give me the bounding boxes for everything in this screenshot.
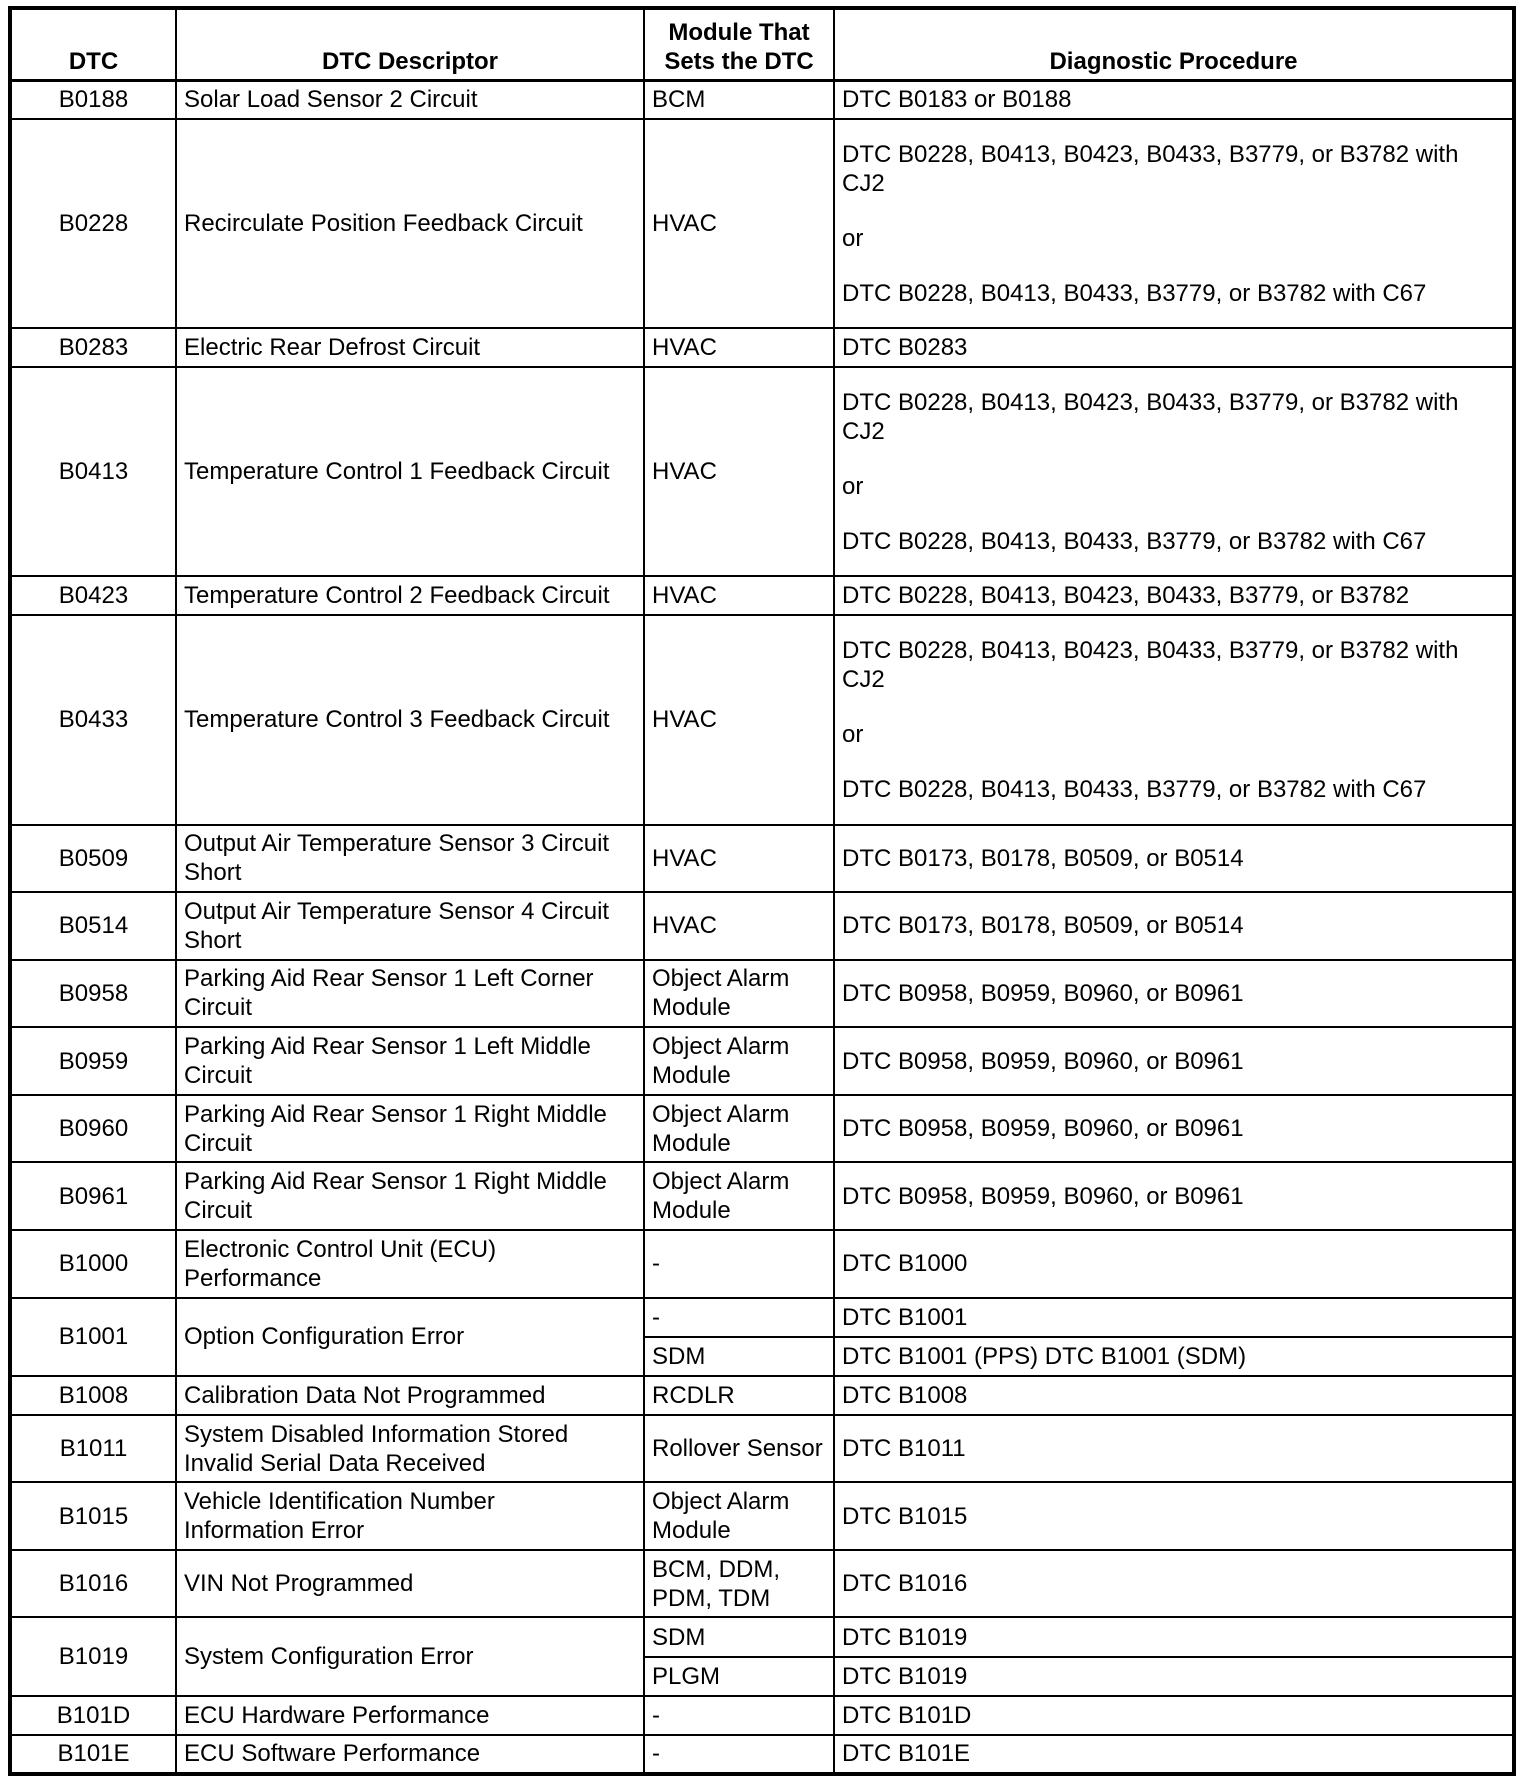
procedure-line: DTC B0228, B0413, B0423, B0433, B3779, or B3782 bbox=[842, 582, 1410, 610]
header-dtc: DTC bbox=[10, 8, 176, 80]
descriptor-line: Temperature Control 2 Feedback Circuit bbox=[184, 582, 610, 610]
module-line: Module bbox=[652, 1062, 731, 1090]
module-cell bbox=[644, 1337, 834, 1376]
procedure-line: DTC B0958, B0959, B0960, or B0961 bbox=[842, 979, 1244, 1007]
dtc-code-cell: B0433 bbox=[10, 615, 176, 824]
table-row bbox=[10, 80, 1514, 119]
table-row bbox=[10, 1376, 1514, 1415]
module-line: PDM, TDM bbox=[652, 1584, 771, 1612]
descriptor-cell bbox=[176, 1095, 644, 1163]
module-cell bbox=[644, 1617, 834, 1656]
dtc-code-cell: B0514 bbox=[10, 892, 176, 960]
module-cell bbox=[644, 1162, 834, 1230]
module-cell bbox=[644, 1550, 834, 1618]
module-line: RCDLR bbox=[652, 1381, 735, 1409]
module-cell bbox=[644, 1696, 834, 1735]
procedure-cell bbox=[834, 1376, 1514, 1415]
procedure-line bbox=[842, 749, 1505, 775]
table-row bbox=[10, 892, 1514, 960]
module-cell bbox=[644, 328, 834, 367]
descriptor-cell bbox=[176, 1376, 644, 1415]
table-row bbox=[10, 367, 1514, 576]
procedure-line: DTC B101E bbox=[842, 1740, 971, 1768]
procedure-line: or bbox=[842, 472, 864, 500]
descriptor-line: Short bbox=[184, 926, 242, 954]
header-row bbox=[10, 8, 1514, 80]
module-line: HVAC bbox=[652, 582, 717, 610]
table-row bbox=[10, 1550, 1514, 1618]
procedure-line: or bbox=[842, 224, 864, 252]
module-line: Object Alarm bbox=[652, 1168, 790, 1196]
procedure-cell bbox=[834, 892, 1514, 960]
dtc-code-cell: B101D bbox=[10, 1696, 176, 1735]
procedure-line: DTC B0228, B0413, B0433, B3779, or B3782 with C67 bbox=[842, 279, 1427, 307]
module-cell bbox=[644, 1657, 834, 1696]
procedure-cell bbox=[834, 1337, 1514, 1376]
procedure-cell bbox=[834, 1482, 1514, 1550]
module-line: Object Alarm bbox=[652, 965, 790, 993]
dtc-code-cell: B0423 bbox=[10, 576, 176, 615]
descriptor-line: Parking Aid Rear Sensor 1 Right Middle bbox=[184, 1100, 607, 1128]
table-row bbox=[10, 1482, 1514, 1550]
descriptor-line: Performance bbox=[184, 1264, 322, 1292]
procedure-line: DTC B0228, B0413, B0433, B3779, or B3782 with C67 bbox=[842, 527, 1427, 555]
dtc-code-cell: B1008 bbox=[10, 1376, 176, 1415]
descriptor-line: Circuit bbox=[184, 994, 253, 1022]
module-cell bbox=[644, 1735, 834, 1774]
dtc-code-cell: B0958 bbox=[10, 960, 176, 1028]
table-row bbox=[10, 615, 1514, 824]
table-row bbox=[10, 1095, 1514, 1163]
dtc-table-container bbox=[8, 6, 1512, 1776]
table-row bbox=[10, 1162, 1514, 1230]
procedure-line: DTC B1000 bbox=[842, 1250, 968, 1278]
procedure-line: CJ2 bbox=[842, 665, 885, 693]
procedure-line: DTC B1019 bbox=[842, 1623, 968, 1651]
descriptor-line: Information Error bbox=[184, 1517, 365, 1545]
descriptor-cell bbox=[176, 825, 644, 893]
descriptor-cell bbox=[176, 1696, 644, 1735]
procedure-line: DTC B0228, B0413, B0423, B0433, B3779, or B3782 with bbox=[842, 140, 1459, 168]
module-line: HVAC bbox=[652, 210, 717, 238]
descriptor-line: Invalid Serial Data Received bbox=[184, 1449, 486, 1477]
procedure-line: DTC B0173, B0178, B0509, or B0514 bbox=[842, 912, 1244, 940]
descriptor-cell bbox=[176, 892, 644, 960]
procedure-line bbox=[842, 253, 1505, 279]
procedure-line: DTC B0228, B0413, B0433, B3779, or B3782 with C67 bbox=[842, 775, 1427, 803]
dtc-code-cell: B0188 bbox=[10, 80, 176, 119]
descriptor-line: Parking Aid Rear Sensor 1 Left Middle bbox=[184, 1033, 591, 1061]
module-cell bbox=[644, 615, 834, 824]
descriptor-cell bbox=[176, 1482, 644, 1550]
descriptor-line: Vehicle Identification Number bbox=[184, 1488, 495, 1516]
procedure-cell bbox=[834, 367, 1514, 576]
descriptor-cell bbox=[176, 1415, 644, 1483]
module-line: - bbox=[652, 1303, 660, 1331]
module-line: Module bbox=[652, 1129, 731, 1157]
table-row bbox=[10, 328, 1514, 367]
dtc-code-cell: B1001 bbox=[10, 1298, 176, 1376]
table-row bbox=[10, 960, 1514, 1028]
descriptor-cell bbox=[176, 1298, 644, 1376]
dtc-code-cell: B0960 bbox=[10, 1095, 176, 1163]
dtc-code-cell: B1011 bbox=[10, 1415, 176, 1483]
dtc-code-cell: B1000 bbox=[10, 1230, 176, 1298]
descriptor-line: Output Air Temperature Sensor 3 Circuit bbox=[184, 830, 610, 858]
table-row bbox=[10, 576, 1514, 615]
module-cell bbox=[644, 1095, 834, 1163]
procedure-line: DTC B101D bbox=[842, 1701, 972, 1729]
module-line: Module bbox=[652, 1197, 731, 1225]
procedure-line bbox=[842, 694, 1505, 720]
module-cell bbox=[644, 119, 834, 328]
descriptor-cell bbox=[176, 80, 644, 119]
dtc-code-cell: B0959 bbox=[10, 1027, 176, 1095]
table-row bbox=[10, 1696, 1514, 1735]
descriptor-line: Recirculate Position Feedback Circuit bbox=[184, 210, 583, 238]
module-cell bbox=[644, 960, 834, 1028]
table-row bbox=[10, 1617, 1514, 1656]
procedure-line: DTC B0958, B0959, B0960, or B0961 bbox=[842, 1115, 1244, 1143]
procedure-cell bbox=[834, 576, 1514, 615]
descriptor-line: ECU Software Performance bbox=[184, 1740, 481, 1768]
dtc-code-cell: B1016 bbox=[10, 1550, 176, 1618]
procedure-cell bbox=[834, 119, 1514, 328]
descriptor-cell bbox=[176, 1162, 644, 1230]
descriptor-line: Electric Rear Defrost Circuit bbox=[184, 334, 481, 362]
module-line: Module bbox=[652, 994, 731, 1022]
module-cell bbox=[644, 367, 834, 576]
dtc-code-cell: B0961 bbox=[10, 1162, 176, 1230]
procedure-line: DTC B1011 bbox=[842, 1435, 966, 1463]
dtc-code-cell: B0413 bbox=[10, 367, 176, 576]
module-line: Object Alarm bbox=[652, 1100, 790, 1128]
procedure-line bbox=[842, 198, 1505, 224]
procedure-line: DTC B1019 bbox=[842, 1662, 968, 1690]
descriptor-line: Solar Load Sensor 2 Circuit bbox=[184, 86, 478, 114]
module-line: Rollover Sensor bbox=[652, 1435, 823, 1463]
descriptor-cell bbox=[176, 328, 644, 367]
descriptor-cell bbox=[176, 1617, 644, 1695]
descriptor-line: Parking Aid Rear Sensor 1 Right Middle bbox=[184, 1168, 607, 1196]
header-module-line-1: Module That bbox=[668, 18, 810, 46]
procedure-line: DTC B0958, B0959, B0960, or B0961 bbox=[842, 1047, 1244, 1075]
descriptor-line: Electronic Control Unit (ECU) bbox=[184, 1235, 497, 1263]
dtc-code-cell: B1019 bbox=[10, 1617, 176, 1695]
descriptor-line: ECU Hardware Performance bbox=[184, 1701, 490, 1729]
descriptor-line: Temperature Control 1 Feedback Circuit bbox=[184, 458, 610, 486]
procedure-line: CJ2 bbox=[842, 417, 885, 445]
module-line: PLGM bbox=[652, 1662, 721, 1690]
module-line: Module bbox=[652, 1517, 731, 1545]
procedure-cell bbox=[834, 1415, 1514, 1483]
procedure-cell bbox=[834, 1550, 1514, 1618]
procedure-cell bbox=[834, 80, 1514, 119]
module-line: SDM bbox=[652, 1342, 706, 1370]
procedure-cell bbox=[834, 1617, 1514, 1656]
module-line: - bbox=[652, 1740, 660, 1768]
descriptor-line: Temperature Control 3 Feedback Circuit bbox=[184, 706, 610, 734]
procedure-cell bbox=[834, 1095, 1514, 1163]
procedure-line: DTC B0958, B0959, B0960, or B0961 bbox=[842, 1182, 1244, 1210]
module-line: BCM bbox=[652, 86, 706, 114]
procedure-line: or bbox=[842, 720, 864, 748]
module-line: - bbox=[652, 1250, 660, 1278]
procedure-cell bbox=[834, 1162, 1514, 1230]
descriptor-line: Circuit bbox=[184, 1062, 253, 1090]
procedure-line: DTC B0228, B0413, B0423, B0433, B3779, or B3782 with bbox=[842, 636, 1459, 664]
procedure-line: DTC B0173, B0178, B0509, or B0514 bbox=[842, 844, 1244, 872]
procedure-cell bbox=[834, 615, 1514, 824]
descriptor-cell bbox=[176, 1550, 644, 1618]
descriptor-cell bbox=[176, 119, 644, 328]
module-cell bbox=[644, 1027, 834, 1095]
table-row bbox=[10, 1298, 1514, 1337]
module-line: HVAC bbox=[652, 334, 717, 362]
descriptor-line: System Configuration Error bbox=[184, 1643, 474, 1671]
module-line: SDM bbox=[652, 1623, 706, 1651]
dtc-code-cell: B1015 bbox=[10, 1482, 176, 1550]
procedure-line: DTC B1001 (PPS) DTC B1001 (SDM) bbox=[842, 1342, 1247, 1370]
descriptor-line: Short bbox=[184, 859, 242, 887]
procedure-line bbox=[842, 501, 1505, 527]
table-row bbox=[10, 825, 1514, 893]
module-line: Object Alarm bbox=[652, 1033, 790, 1061]
dtc-code-cell: B0509 bbox=[10, 825, 176, 893]
module-cell bbox=[644, 1298, 834, 1337]
module-line: BCM, DDM, bbox=[652, 1555, 780, 1583]
procedure-cell bbox=[834, 960, 1514, 1028]
module-line: Object Alarm bbox=[652, 1488, 790, 1516]
table-row bbox=[10, 1230, 1514, 1298]
descriptor-cell bbox=[176, 1230, 644, 1298]
descriptor-cell bbox=[176, 615, 644, 824]
procedure-cell bbox=[834, 1657, 1514, 1696]
procedure-cell bbox=[834, 328, 1514, 367]
module-cell bbox=[644, 80, 834, 119]
header-descriptor: DTC Descriptor bbox=[176, 8, 644, 80]
module-line: HVAC bbox=[652, 458, 717, 486]
header-module bbox=[644, 8, 834, 80]
procedure-line: DTC B1001 bbox=[842, 1303, 968, 1331]
header-module-line-2: Sets the DTC bbox=[664, 47, 814, 75]
descriptor-line: Parking Aid Rear Sensor 1 Left Corner bbox=[184, 965, 594, 993]
dtc-table bbox=[8, 6, 1516, 1776]
module-cell bbox=[644, 892, 834, 960]
header-procedure: Diagnostic Procedure bbox=[834, 8, 1514, 80]
table-row bbox=[10, 1027, 1514, 1095]
module-cell bbox=[644, 825, 834, 893]
descriptor-line: Calibration Data Not Programmed bbox=[184, 1381, 546, 1409]
procedure-cell bbox=[834, 1298, 1514, 1337]
module-line: HVAC bbox=[652, 912, 717, 940]
procedure-line: DTC B0283 bbox=[842, 334, 968, 362]
dtc-code-cell: B0283 bbox=[10, 328, 176, 367]
module-cell bbox=[644, 1415, 834, 1483]
module-cell bbox=[644, 576, 834, 615]
descriptor-line: System Disabled Information Stored bbox=[184, 1420, 569, 1448]
dtc-code-cell: B101E bbox=[10, 1735, 176, 1774]
procedure-cell bbox=[834, 1735, 1514, 1774]
procedure-line: DTC B1016 bbox=[842, 1570, 968, 1598]
table-body bbox=[10, 80, 1514, 1774]
module-cell bbox=[644, 1482, 834, 1550]
descriptor-cell bbox=[176, 367, 644, 576]
descriptor-cell bbox=[176, 1735, 644, 1774]
descriptor-line: VIN Not Programmed bbox=[184, 1570, 414, 1598]
procedure-cell bbox=[834, 1696, 1514, 1735]
descriptor-line: Option Configuration Error bbox=[184, 1323, 465, 1351]
procedure-cell bbox=[834, 1230, 1514, 1298]
procedure-line: DTC B1008 bbox=[842, 1381, 968, 1409]
table-row bbox=[10, 1415, 1514, 1483]
descriptor-cell bbox=[176, 960, 644, 1028]
module-line: - bbox=[652, 1701, 660, 1729]
descriptor-cell bbox=[176, 1027, 644, 1095]
procedure-cell bbox=[834, 1027, 1514, 1095]
procedure-line: CJ2 bbox=[842, 169, 885, 197]
table-row bbox=[10, 119, 1514, 328]
module-line: HVAC bbox=[652, 844, 717, 872]
dtc-code-cell: B0228 bbox=[10, 119, 176, 328]
descriptor-line: Circuit bbox=[184, 1129, 253, 1157]
module-cell bbox=[644, 1376, 834, 1415]
module-line: HVAC bbox=[652, 706, 717, 734]
table-row bbox=[10, 1735, 1514, 1774]
procedure-cell bbox=[834, 825, 1514, 893]
procedure-line: DTC B0228, B0413, B0423, B0433, B3779, or B3782 with bbox=[842, 388, 1459, 416]
descriptor-line: Output Air Temperature Sensor 4 Circuit bbox=[184, 897, 610, 925]
descriptor-line: Circuit bbox=[184, 1197, 253, 1225]
procedure-line bbox=[842, 446, 1505, 472]
procedure-line: DTC B0183 or B0188 bbox=[842, 86, 1072, 114]
module-cell bbox=[644, 1230, 834, 1298]
procedure-line: DTC B1015 bbox=[842, 1502, 968, 1530]
descriptor-cell bbox=[176, 576, 644, 615]
